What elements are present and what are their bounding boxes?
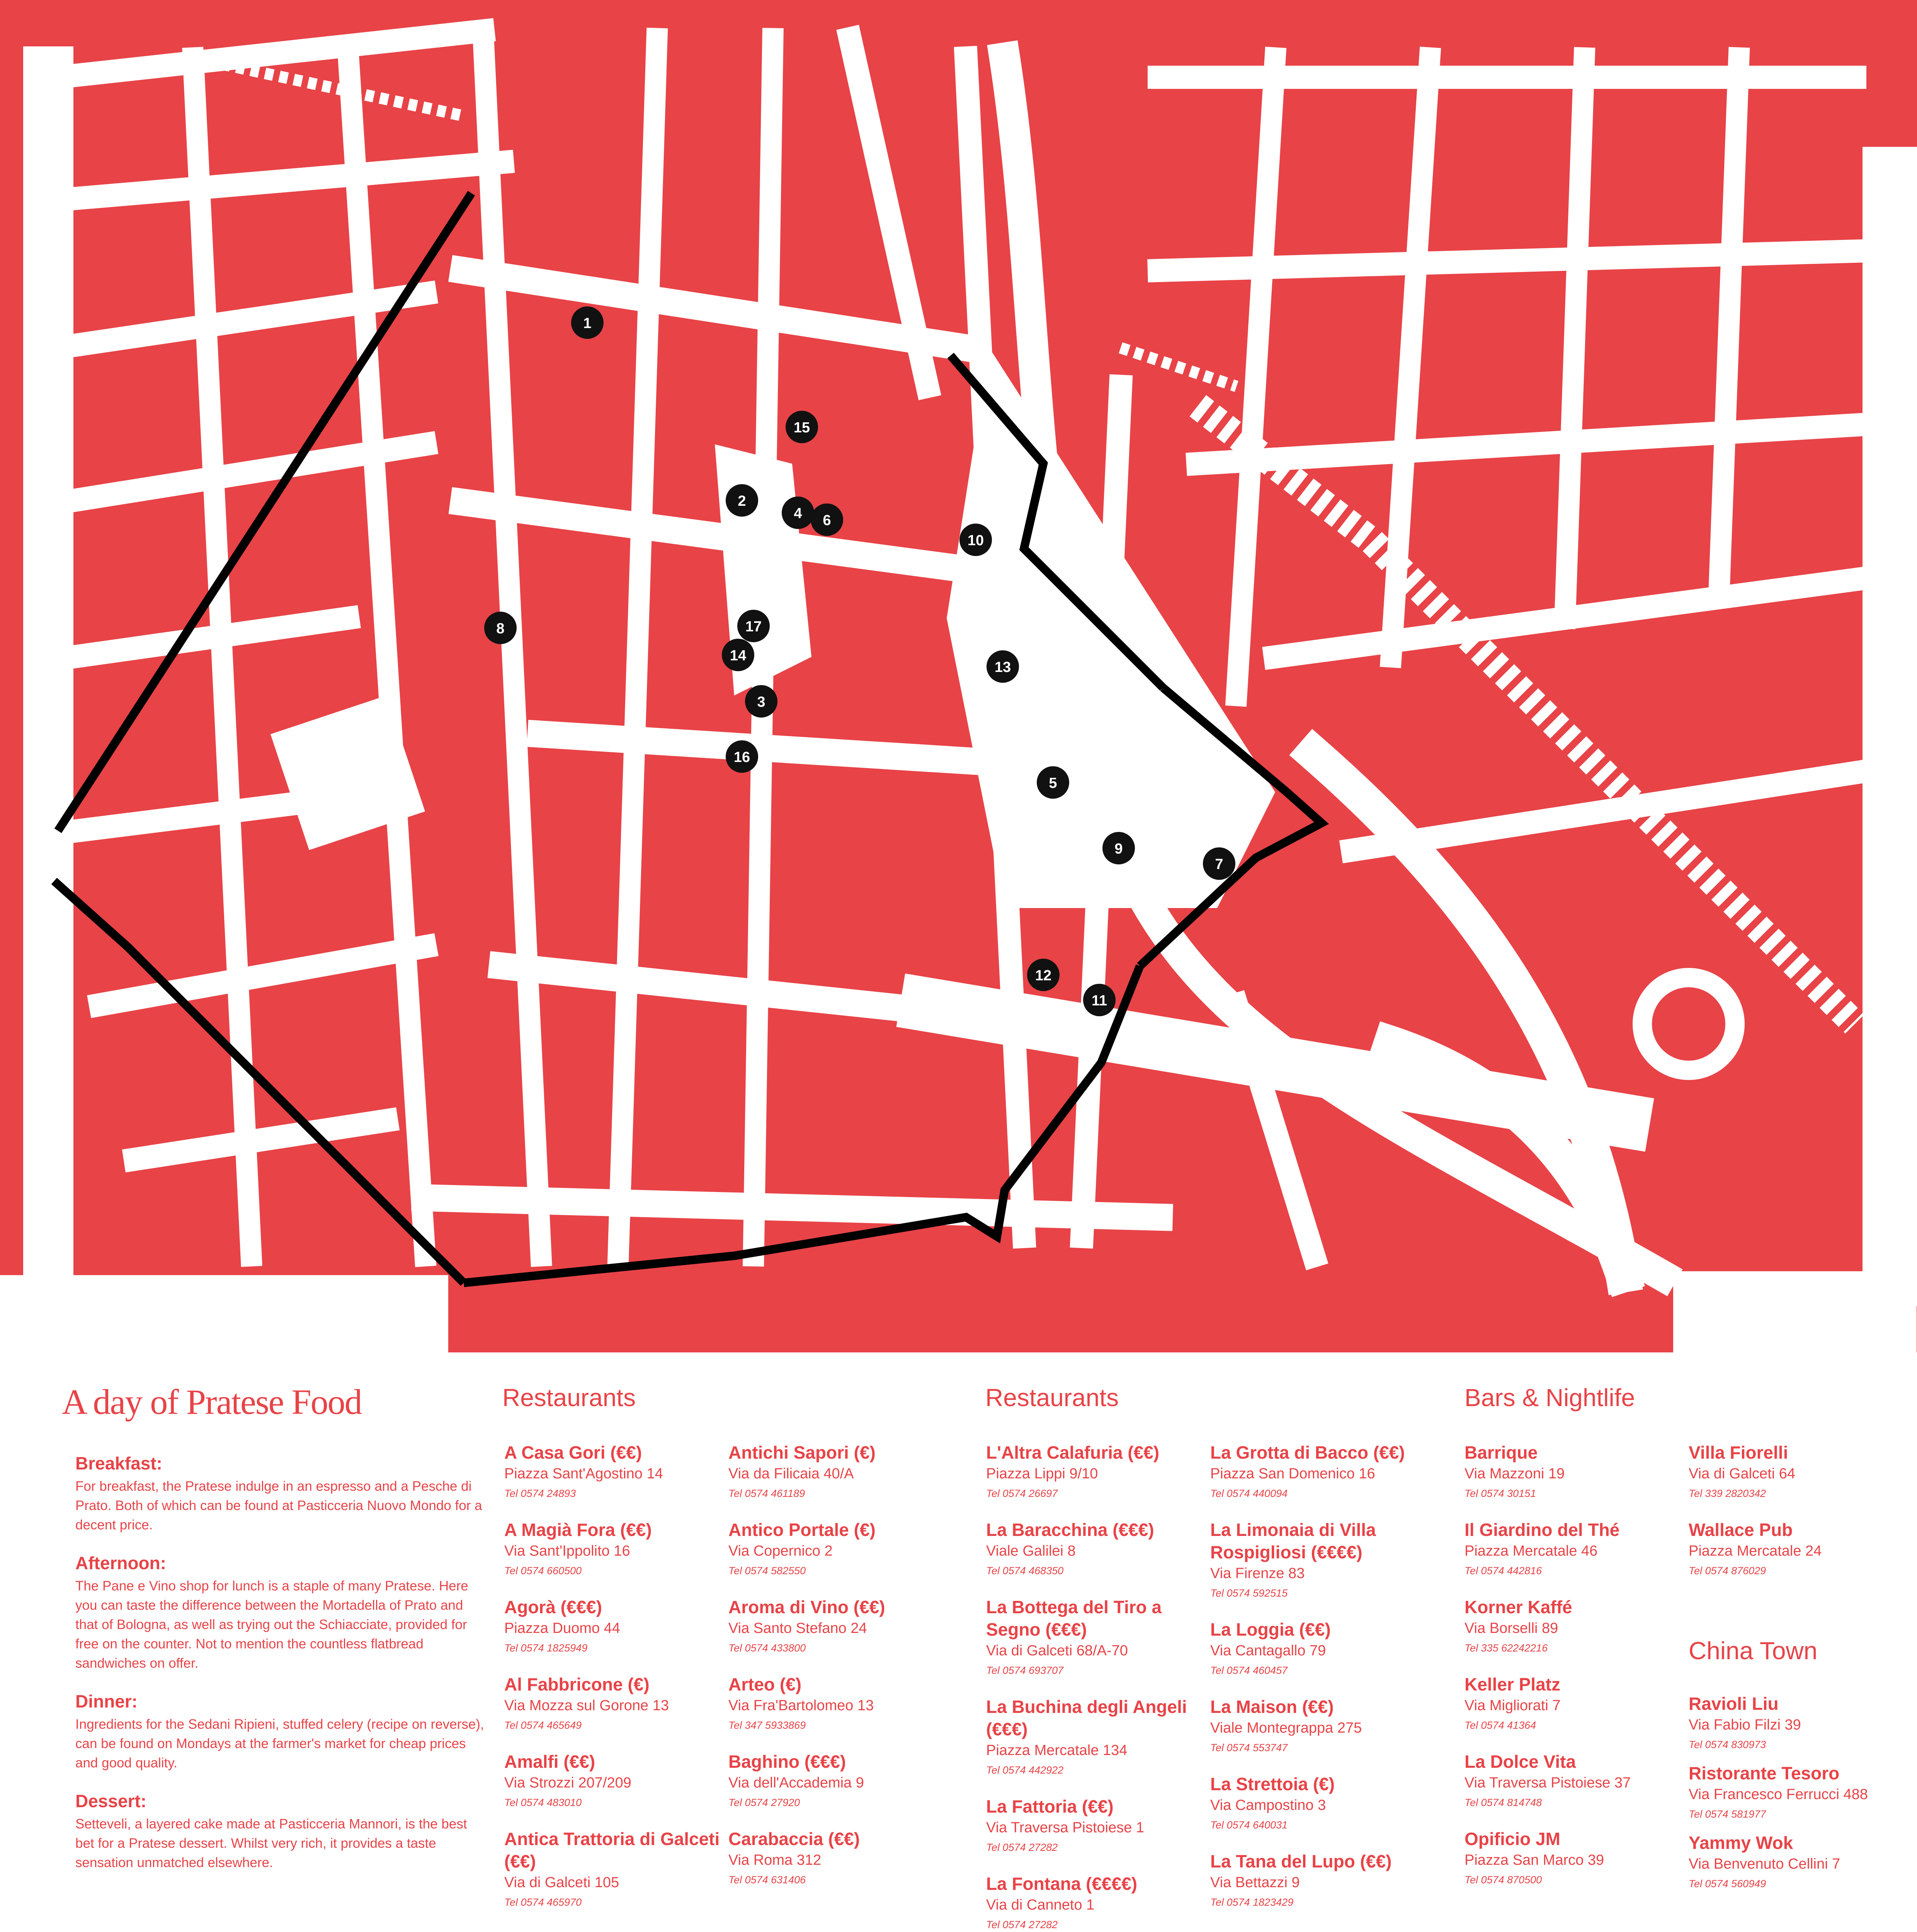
listing-entry [1689, 1832, 1905, 1893]
map-marker-number: 7 [1215, 856, 1223, 872]
listing-name: La Strettoia (€) [1210, 1774, 1335, 1794]
intro-heading: Breakfast: [75, 1453, 162, 1473]
map-edge-right [1863, 147, 1917, 1306]
listing-name: Ristorante Tesoro [1689, 1763, 1840, 1783]
listing-phone: Tel 0574 460457 [1210, 1665, 1288, 1676]
restaurant-column [1210, 1441, 1427, 1927]
map-marker-11[interactable] [1083, 984, 1116, 1016]
map-marker-3[interactable] [745, 685, 777, 718]
listing-name: Aroma di Vino (€€) [728, 1597, 885, 1617]
intro-heading: Dessert: [75, 1791, 147, 1811]
map-marker-2[interactable] [726, 484, 758, 517]
map-marker-number: 14 [730, 648, 747, 664]
listing-phone: Tel 0574 876029 [1689, 1565, 1766, 1577]
listing-entry [1465, 1673, 1681, 1735]
listing-address: Via Fra'Bartolomeo 13 [728, 1697, 874, 1714]
listing-address: Piazza Sant'Agostino 14 [504, 1466, 663, 1482]
listing-phone: Tel 0574 660500 [504, 1565, 582, 1577]
listing-address: Via Francesco Ferrucci 488 [1689, 1786, 1868, 1803]
map-edge-bottom-right [1673, 1271, 1917, 1352]
listing-name: Agorà (€€€) [504, 1597, 602, 1617]
listing-name: Villa Fiorelli [1689, 1442, 1788, 1463]
map-marker-6[interactable] [811, 503, 843, 536]
listing-address: Piazza Mercatale 24 [1689, 1543, 1822, 1559]
intro-heading: Afternoon: [75, 1553, 167, 1573]
listing-entry [1689, 1692, 1905, 1754]
railway-line [1198, 406, 1855, 1024]
page-title: A day of Pratese Food [62, 1382, 362, 1422]
intro-paragraph: Ingredients for the Sedani Ripieni, stuffed celery (recipe on reverse), can be found on Mondays at the farmer's market for cheap prices and good quality. [75, 1717, 484, 1770]
listing-name: Opificio JM [1465, 1829, 1560, 1849]
listing-address: Via Sant'Ippolito 16 [504, 1543, 630, 1559]
listing-address: Via Campostino 3 [1210, 1797, 1326, 1813]
listing-phone: Tel 0574 560949 [1689, 1878, 1766, 1889]
listing-name: A Magià Fora (€€) [504, 1520, 652, 1540]
map-marker-number: 4 [794, 505, 802, 522]
listing-address: Via da Filicaia 40/A [728, 1466, 854, 1482]
listing-address: Viale Montegrappa 275 [1210, 1720, 1362, 1736]
listing-name: Ravioli Liu [1689, 1694, 1779, 1714]
intro-section [75, 1691, 485, 1773]
heading-restaurants-2: Restaurants [985, 1384, 1119, 1412]
map-marker-number: 16 [733, 749, 750, 765]
map-marker-14[interactable] [722, 639, 754, 671]
listing-name: La Tana del Lupo (€€) [1210, 1851, 1392, 1871]
heading-bars: Bars & Nightlife [1465, 1384, 1635, 1412]
listing-entry [1210, 1618, 1427, 1680]
map-marker-number: 8 [496, 621, 505, 637]
map-marker-8[interactable] [484, 612, 517, 644]
listing-entry [986, 1596, 1203, 1680]
listing-phone: Tel 0574 41364 [1465, 1719, 1536, 1731]
map-marker-number: 6 [823, 512, 831, 529]
intro-text [75, 1453, 485, 1890]
listing-entry [1465, 1750, 1681, 1812]
listing-address: Via Borselli 89 [1465, 1620, 1558, 1636]
map-edge-bottom-left [0, 1275, 448, 1352]
map-marker-16[interactable] [726, 740, 758, 773]
listing-address: Via Benvenuto Cellini 7 [1689, 1856, 1840, 1872]
map-marker-15[interactable] [786, 411, 818, 443]
intro-paragraph: For breakfast, the Pratese indulge in an espresso and a Pesche di Prato. Both of which can be found at Pasticceria Nuovo Mondo for a decent price. [75, 1479, 482, 1532]
listing-phone: Tel 0574 631406 [728, 1874, 806, 1886]
listing-entry [728, 1828, 945, 1889]
listing-phone: Tel 347 5933869 [728, 1719, 806, 1731]
listing-name: Barrique [1465, 1442, 1538, 1463]
map-marker-number: 5 [1049, 775, 1057, 791]
map-marker-7[interactable] [1203, 847, 1235, 880]
intro-section [75, 1453, 485, 1535]
listing-address: Via Traversa Pistoiese 37 [1465, 1775, 1631, 1791]
listing-entry [1210, 1441, 1427, 1503]
listing-address: Via Bettazzi 9 [1210, 1874, 1300, 1891]
listing-phone: Tel 335 62242216 [1465, 1642, 1548, 1654]
listing-name: La Bottega del Tiro a Segno (€€€) [986, 1597, 1162, 1639]
listing-entry [1689, 1762, 1905, 1824]
listing-phone: Tel 0574 553747 [1210, 1742, 1288, 1753]
listing-name: La Fattoria (€€) [986, 1796, 1114, 1816]
listing-phone: Tel 0574 870500 [1465, 1874, 1542, 1886]
listing-address: Piazza Duomo 44 [504, 1620, 620, 1636]
listing-address: Via Firenze 83 [1210, 1565, 1305, 1582]
listing-name: Antico Portale (€) [728, 1520, 876, 1540]
listing-name: Il Giardino del Thé [1465, 1520, 1620, 1540]
listing-phone: Tel 0574 582550 [728, 1565, 806, 1577]
listing-phone: Tel 0574 581977 [1689, 1808, 1766, 1820]
map-marker-number: 10 [967, 532, 984, 549]
listing-phone: Tel 0574 483010 [504, 1797, 582, 1808]
listing-phone: Tel 0574 30151 [1465, 1488, 1536, 1499]
listing-entry [1465, 1596, 1681, 1658]
listing-name: A Casa Gori (€€) [504, 1442, 642, 1463]
listing-address: Via Santo Stefano 24 [728, 1620, 867, 1636]
bars-column [1689, 1441, 1905, 1596]
listing-phone: Tel 0574 433800 [728, 1642, 806, 1654]
listing-entry [1210, 1519, 1427, 1603]
listing-address: Via Strozzi 207/209 [504, 1775, 631, 1791]
listing-phone: Tel 0574 830973 [1689, 1739, 1766, 1750]
intro-section [75, 1791, 485, 1872]
listing-name: La Loggia (€€) [1210, 1619, 1331, 1639]
listing-entry [504, 1441, 721, 1503]
map-marker-5[interactable] [1037, 766, 1069, 799]
listing-address: Piazza Mercatale 46 [1465, 1543, 1598, 1559]
listing-name: Carabaccia (€€) [728, 1829, 860, 1849]
listing-name: Baghino (€€€) [728, 1752, 846, 1772]
listing-entry [1465, 1828, 1681, 1889]
listing-address: Via Mazzoni 19 [1465, 1466, 1565, 1482]
map-marker-13[interactable] [987, 650, 1019, 683]
listing-phone: Tel 0574 640031 [1210, 1819, 1288, 1831]
listing-phone: Tel 0574 27282 [986, 1842, 1058, 1853]
listing-address: Via di Galceti 68/A-70 [986, 1643, 1128, 1659]
map-marker-number: 13 [994, 659, 1011, 675]
listing-name: L'Altra Calafuria (€€) [986, 1442, 1160, 1463]
listing-phone: Tel 0574 27282 [986, 1919, 1058, 1930]
heading-china-town: China Town [1689, 1637, 1818, 1665]
listing-phone: Tel 0574 1825949 [504, 1642, 588, 1654]
listing-name: La Baracchina (€€€) [986, 1520, 1154, 1540]
map-marker-9[interactable] [1102, 832, 1135, 864]
intro-heading: Dinner: [75, 1691, 138, 1711]
listing-phone: Tel 0574 440094 [1210, 1488, 1288, 1499]
listing-name: Antica Trattoria di Galceti (€€) [504, 1829, 720, 1871]
map-marker-number: 3 [757, 694, 765, 710]
listing-phone: Tel 0574 592515 [1210, 1587, 1288, 1599]
listing-address: Piazza Lippi 9/10 [986, 1466, 1098, 1482]
listing-phone: Tel 0574 693707 [986, 1665, 1064, 1676]
map-marker-number: 1 [583, 315, 592, 332]
listing-name: Yammy Wok [1689, 1833, 1793, 1853]
listing-name: Al Fabbricone (€) [504, 1674, 650, 1694]
listing-address: Via dell'Accademia 9 [728, 1775, 864, 1791]
listing-phone: Tel 0574 1823429 [1210, 1896, 1294, 1908]
listing-phone: Tel 0574 27920 [728, 1797, 800, 1808]
listing-entry [1689, 1441, 1905, 1503]
listing-entry [728, 1519, 945, 1580]
listing-phone: Tel 0574 814748 [1465, 1797, 1542, 1808]
listing-name: La Limonaia di Villa Rospigliosi (€€€€) [1210, 1520, 1376, 1562]
listing-phone: Tel 0574 465970 [504, 1896, 582, 1908]
map-marker-number: 17 [745, 619, 762, 635]
restaurant-column [986, 1441, 1203, 1932]
map-marker-number: 11 [1091, 993, 1107, 1009]
intro-paragraph: Setteveli, a layered cake made at Pasticceria Mannori, is the best bet for a Pratese dessert. Whilst very rich, it provides a taste sensation unmatched elsewhere. [75, 1816, 467, 1870]
listing-entry [1465, 1519, 1681, 1580]
listing-address: Via Roma 312 [728, 1852, 822, 1868]
listing-phone: Tel 339 2820342 [1689, 1488, 1766, 1499]
map-marker-10[interactable] [959, 524, 992, 556]
listing-phone: Tel 0574 442816 [1465, 1565, 1542, 1577]
map-marker-1[interactable] [571, 306, 604, 339]
listing-entry [504, 1519, 721, 1580]
listing-entry [1210, 1850, 1427, 1912]
listing-phone: Tel 0574 24893 [504, 1488, 576, 1499]
map-marker-number: 9 [1114, 841, 1123, 857]
listing-name: Korner Kaffé [1465, 1597, 1572, 1617]
listing-address: Via Cantagallo 79 [1210, 1643, 1326, 1659]
listing-address: Via Copernico 2 [728, 1543, 833, 1559]
listing-entry [1689, 1519, 1905, 1580]
listing-address: Via di Galceti 64 [1689, 1466, 1796, 1482]
listing-entry [986, 1795, 1203, 1857]
listing-entry [504, 1596, 721, 1658]
restaurant-column [728, 1441, 945, 1905]
listing-address: Via Traversa Pistoiese 1 [986, 1820, 1145, 1836]
listing-address: Viale Galilei 8 [986, 1543, 1076, 1559]
map-marker-number: 12 [1035, 968, 1052, 984]
bars-column [1465, 1441, 1681, 1905]
streets [0, 31, 1917, 1352]
listing-phone: Tel 0574 465649 [504, 1719, 582, 1731]
listing-name: La Maison (€€) [1210, 1697, 1334, 1717]
listing-name: Arteo (€) [728, 1674, 802, 1694]
listing-entry [728, 1596, 945, 1658]
listing-entry [728, 1441, 945, 1503]
listing-name: La Buchina degli Angeli (€€€) [986, 1697, 1187, 1739]
listing-entry [728, 1673, 945, 1735]
listing-phone: Tel 0574 468350 [986, 1565, 1064, 1577]
listing-address: Via di Galceti 105 [504, 1874, 619, 1891]
restaurant-column [504, 1441, 721, 1927]
map-marker-number: 2 [738, 493, 746, 509]
listing-entry [504, 1673, 721, 1735]
map-marker-12[interactable] [1027, 959, 1060, 991]
listing-name: Keller Platz [1465, 1674, 1560, 1694]
listing-entry [986, 1872, 1203, 1932]
map-marker-number: 15 [793, 420, 810, 436]
map-marker-4[interactable] [782, 497, 814, 529]
listing-name: Amalfi (€€) [504, 1752, 595, 1772]
listing-address: Piazza San Marco 39 [1465, 1852, 1604, 1868]
listing-entry [986, 1519, 1203, 1580]
listing-address: Via Fabio Filzi 39 [1689, 1717, 1801, 1733]
listing-entry [504, 1828, 721, 1912]
listing-entry [1465, 1441, 1681, 1503]
intro-section [75, 1553, 485, 1673]
listing-address: Via Migliorati 7 [1465, 1697, 1561, 1714]
listing-name: La Grotta di Bacco (€€) [1210, 1442, 1405, 1463]
listing-address: Piazza San Domenico 16 [1210, 1466, 1375, 1482]
listing-entry [1210, 1773, 1427, 1835]
listing-phone: Tel 0574 461189 [728, 1488, 805, 1499]
listing-entry [504, 1750, 721, 1812]
map-marker-17[interactable] [737, 610, 770, 642]
listing-name: Wallace Pub [1689, 1520, 1793, 1540]
listing-phone: Tel 0574 442922 [986, 1764, 1064, 1776]
listing-entry [1210, 1696, 1427, 1757]
listing-entry [986, 1441, 1203, 1503]
listing-name: Antichi Sapori (€) [728, 1442, 876, 1463]
listing-name: La Dolce Vita [1465, 1752, 1576, 1772]
listing-address: Piazza Mercatale 134 [986, 1742, 1128, 1759]
listing-phone: Tel 0574 26697 [986, 1488, 1058, 1499]
listing-entry [728, 1750, 945, 1812]
china-town-column [1689, 1692, 1905, 1901]
intro-paragraph: The Pane e Vino shop for lunch is a staple of many Pratese. Here you can taste the difference between the Mortadella of Prato and that of Bologna, as well as trying out the Schiacciate, provided for free on the counter. Not to mention the countless flatbread sandwiches on offer. [75, 1578, 468, 1671]
listing-address: Via di Canneto 1 [986, 1897, 1095, 1913]
listing-address: Via Mozza sul Gorone 13 [504, 1697, 669, 1714]
heading-restaurants-1: Restaurants [502, 1384, 636, 1412]
listing-entry [986, 1696, 1203, 1780]
listing-name: La Fontana (€€€€) [986, 1874, 1138, 1894]
